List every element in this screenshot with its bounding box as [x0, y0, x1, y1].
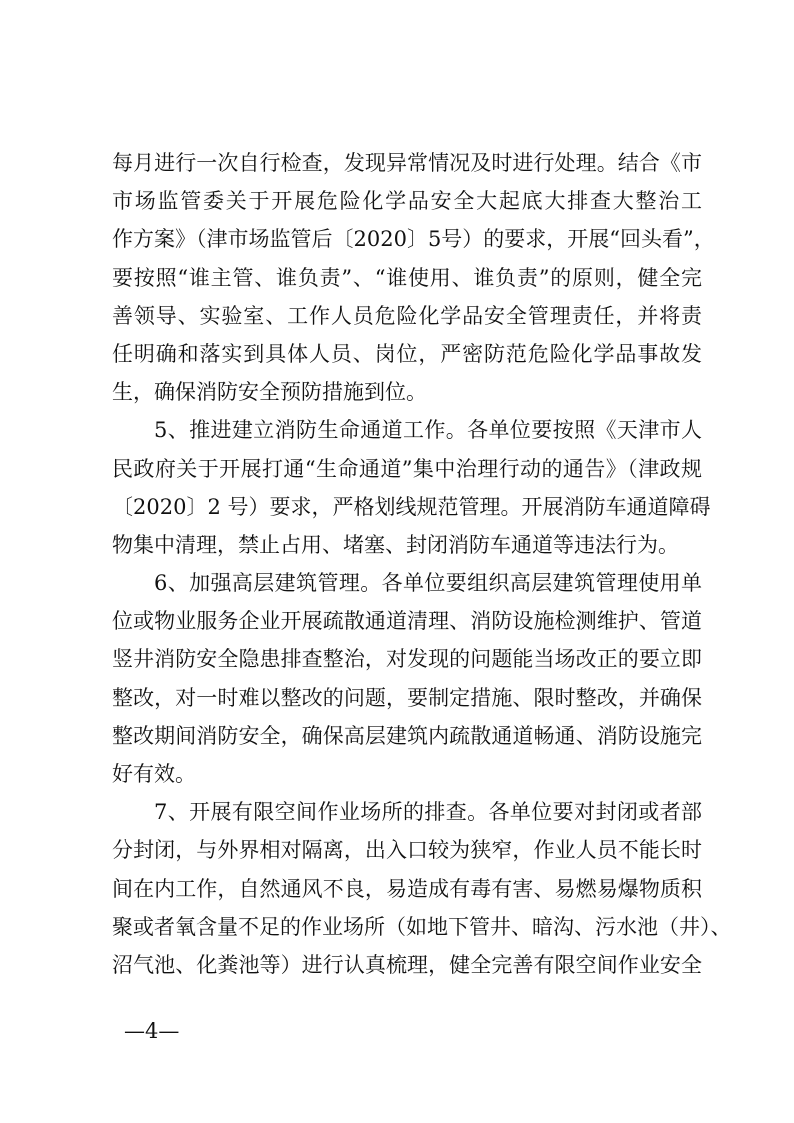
text-line: 任明确和落实到具体人员、岗位，严密防范危险化学品事故发 [112, 341, 702, 366]
text-line: 整改期间消防安全，确保高层建筑内疏散通道畅通、消防设施完 [112, 723, 702, 748]
text-line: 作方案》（津市场监管后〔2020〕5号）的要求，开展“回头看”， [112, 227, 715, 252]
text-line: 沼气池、化粪池等）进行认真梳理，健全完善有限空间作业安全 [112, 952, 702, 977]
page-number: —4— [124, 1019, 180, 1043]
body-text [112, 144, 732, 984]
paragraph-5-heading-line: 5、推进建立消防生命通道工作。各单位要按照《天津市人 [154, 418, 702, 443]
text-line: 民政府关于开展打通“生命通道”集中治理行动的通告》（津政规 [112, 456, 702, 481]
text-line: 竖井消防安全隐患排查整治，对发现的问题能当场改正的要立即 [112, 647, 702, 672]
text-line: 生，确保消防安全预防措施到位。 [112, 380, 427, 405]
text-line: 〔2020〕2 号）要求，严格划线规范管理。开展消防车通道障碍 [112, 494, 711, 519]
text-line: 聚或者氧含量不足的作业场所（如地下管井、暗沟、污水池（井）、 [112, 914, 732, 939]
text-line: 市场监管委关于开展危险化学品安全大起底大排查大整治工 [112, 189, 702, 214]
text-line: 间在内工作，自然通风不良，易造成有毒有害、易燃易爆物质积 [112, 876, 702, 901]
text-line: 每月进行一次自行检查，发现异常情况及时进行处理。结合《市 [112, 151, 702, 175]
paragraph-7-heading-line: 7、开展有限空间作业场所的排查。各单位要对封闭或者部 [154, 800, 702, 825]
paragraph-6-heading-line: 6、加强高层建筑管理。各单位要组织高层建筑管理使用单 [154, 571, 702, 596]
text-line: 物集中清理，禁止占用、堵塞、封闭消防车通道等违法行为。 [112, 532, 679, 557]
text-line: 整改，对一时难以整改的问题，要制定措施、限时整改，并确保 [112, 685, 702, 710]
text-line: 善领导、实验室、工作人员危险化学品安全管理责任，并将责 [112, 303, 702, 328]
text-line: 分封闭，与外界相对隔离，出入口较为狭窄，作业人员不能长时 [112, 838, 702, 863]
text-line: 好有效。 [112, 762, 196, 786]
text-line: 位或物业服务企业开展疏散通道清理、消防设施检测维护、管道 [112, 609, 702, 634]
text-line: 要按照“谁主管、谁负责”、“谁使用、谁负责”的原则，健全完 [112, 265, 702, 290]
